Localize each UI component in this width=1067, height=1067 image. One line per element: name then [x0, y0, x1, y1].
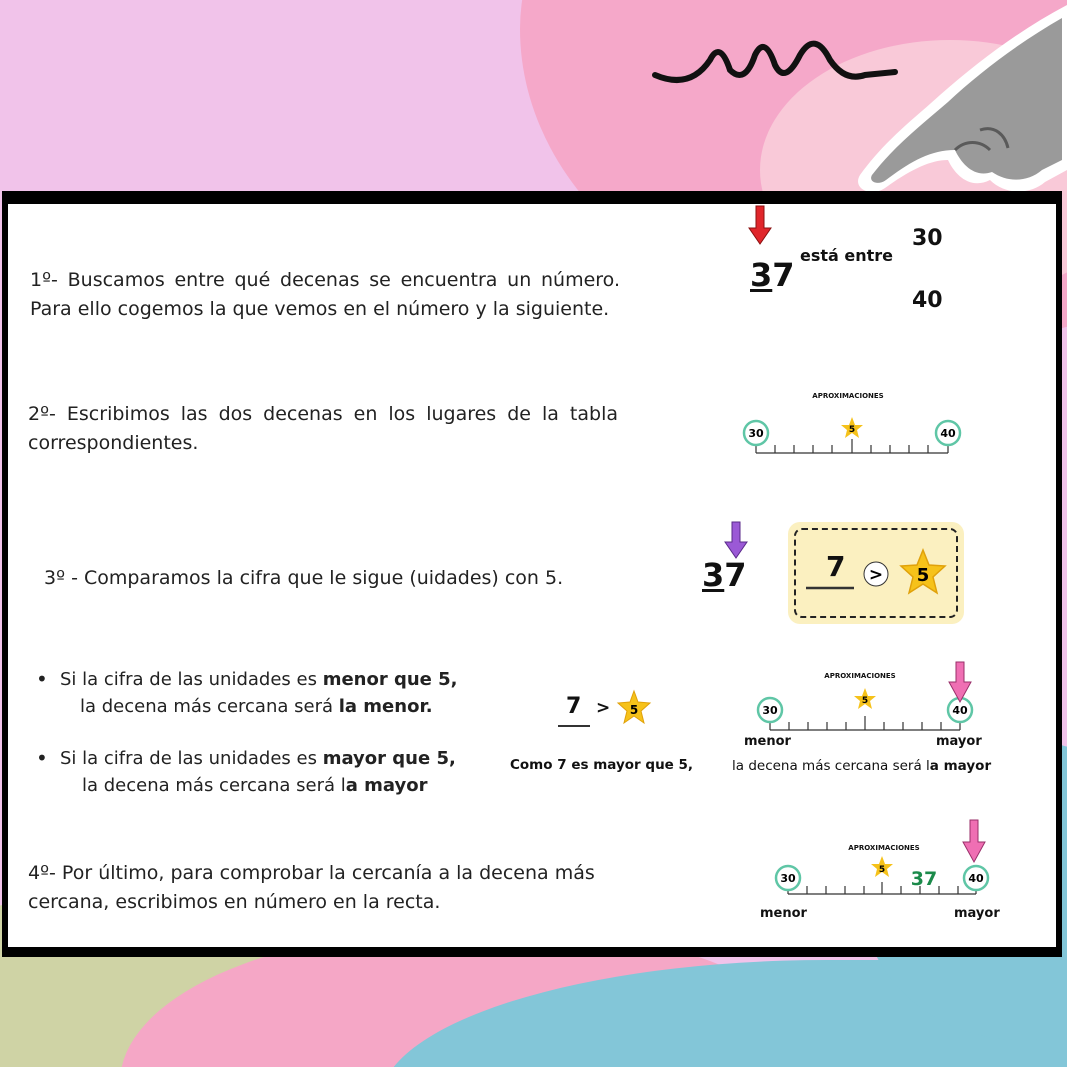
rule1-pre: Si la cifra de las unidades es	[60, 669, 323, 690]
step1-text: 1º- Buscamos entre qué decenas se encuentra un número. Para ello cogemos la que vemos en el número y la siguiente.	[30, 269, 620, 320]
line-title: APROXIMACIONES	[824, 672, 896, 680]
example-caption: Como 7 es mayor que 5,	[510, 757, 694, 773]
label-menor: menor	[760, 906, 807, 921]
rule-mayor	[30, 745, 500, 799]
example-star-icon	[616, 690, 652, 724]
pink-down-arrow-icon	[949, 662, 971, 702]
example-five: 5	[629, 703, 639, 717]
step4-text: 4º- Por último, para comprobar la cercanía a la decena más cercana, escribimos en número en la recta.	[28, 862, 595, 913]
label-mayor: mayor	[954, 906, 1000, 921]
label-mayor: mayor	[936, 734, 982, 749]
rules-list	[30, 666, 500, 799]
rule1-line2	[60, 693, 500, 720]
between-label: está entre	[800, 246, 894, 265]
conclusion-pre: la decena más cercana será l	[732, 758, 930, 774]
conclusion-bold: a mayor	[929, 758, 992, 774]
line-title: APROXIMACIONES	[812, 392, 884, 400]
ticks	[770, 716, 960, 730]
units-digit: 7	[772, 256, 795, 294]
ticks	[756, 439, 948, 453]
rule-menor	[30, 666, 500, 720]
example-operator: >	[596, 698, 611, 718]
rule1-line2-bold: la menor.	[338, 696, 433, 717]
label-5: 5	[848, 425, 856, 435]
label-5: 5	[861, 696, 869, 706]
label-menor: menor	[744, 734, 791, 749]
pink-down-arrow-icon	[963, 820, 985, 862]
step3-text: 3º - Comparamos la cifra que le sigue (uidades) con 5.	[44, 567, 564, 589]
label-40: 40	[940, 427, 956, 440]
tens-digit: 3	[702, 556, 725, 594]
number-37-step3	[702, 556, 747, 594]
underline-decoration	[806, 586, 856, 590]
rule2-line2-pre: la decena más cercana será l	[82, 775, 346, 796]
rule2-line2	[60, 772, 500, 799]
conclusion-text	[732, 758, 991, 774]
comparison-box	[788, 522, 964, 624]
rule2-pre: Si la cifra de las unidades es	[60, 748, 323, 769]
label-40: 40	[968, 872, 984, 885]
rule1-line2-pre: la decena más cercana será	[80, 696, 339, 717]
units-digit: 7	[724, 556, 747, 594]
value-37: 37	[910, 868, 938, 890]
label-40: 40	[952, 704, 968, 717]
star-5-icon	[898, 548, 948, 596]
upper-ten: 40	[912, 288, 943, 313]
number-line-step2	[736, 389, 966, 459]
number-line-rules	[748, 662, 978, 737]
label-5: 5	[878, 865, 886, 875]
example-underline	[558, 724, 592, 728]
five-label: 5	[916, 565, 930, 586]
digit-7: 7	[826, 550, 846, 583]
tens-digit: 3	[750, 256, 773, 294]
label-30: 30	[748, 427, 764, 440]
greater-than-icon	[862, 560, 890, 588]
rule2-bold: mayor que 5,	[322, 748, 456, 769]
line-title: APROXIMACIONES	[848, 844, 920, 852]
pointing-hand-image	[830, 0, 1067, 200]
number-line-step4	[764, 816, 994, 896]
operator: >	[868, 565, 884, 585]
rule2-line2-bold: a mayor	[345, 775, 428, 796]
label-30: 30	[780, 872, 796, 885]
explanation-card	[2, 191, 1062, 957]
example-digit-7: 7	[566, 694, 582, 719]
rule1-bold: menor que 5,	[322, 669, 458, 690]
number-37-step1	[750, 256, 795, 294]
lower-ten: 30	[912, 226, 943, 251]
label-30: 30	[762, 704, 778, 717]
step2-text: 2º- Escribimos las dos decenas en los lugares de la tabla correspondientes.	[28, 403, 618, 454]
ticks	[788, 882, 976, 894]
red-down-arrow-icon	[748, 206, 772, 246]
